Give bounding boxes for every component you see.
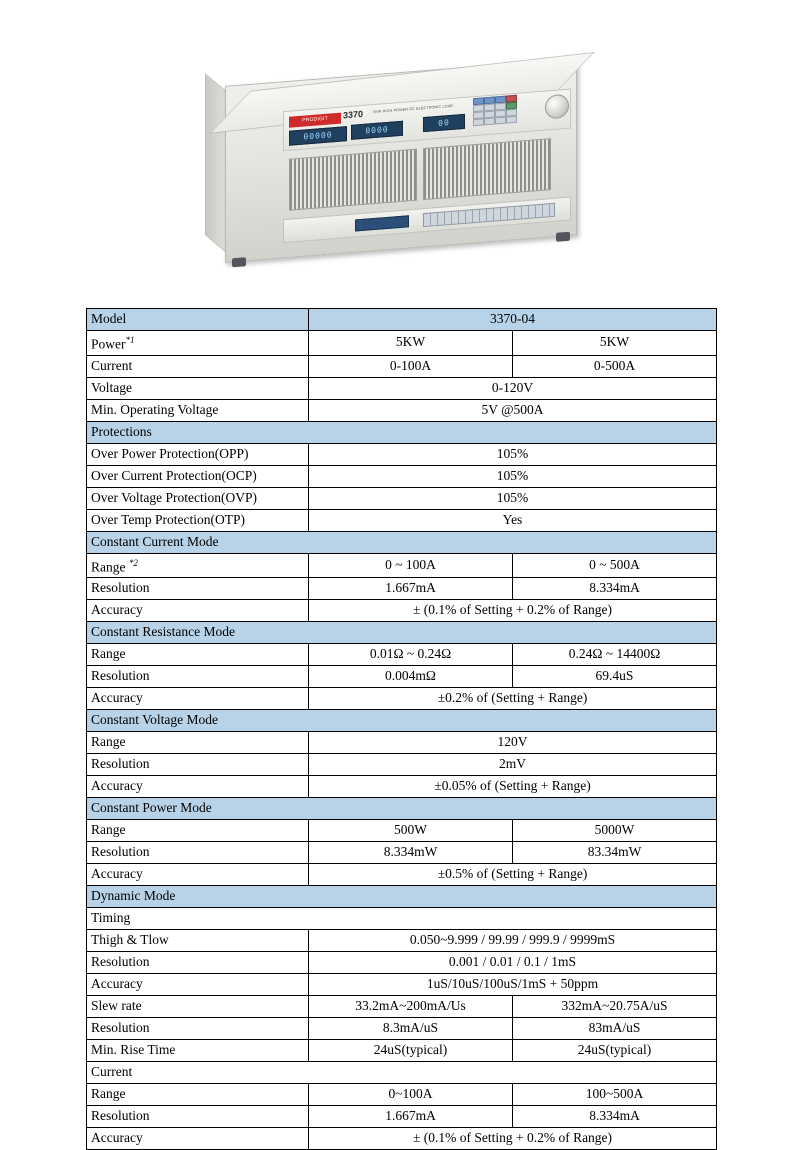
specification-table (86, 308, 717, 1150)
table-row (87, 1040, 717, 1062)
table-row (87, 710, 717, 732)
table-cell-value: 1uS/10uS/100uS/1mS + 50ppm (309, 974, 717, 996)
table-cell-label: Thigh & Tlow (87, 930, 309, 952)
table-row (87, 443, 717, 465)
table-cell-label: Current (87, 355, 309, 377)
table-cell-label: Accuracy (87, 974, 309, 996)
table-row (87, 952, 717, 974)
key-15 (495, 117, 506, 125)
table-cell-value: 8.334mA (513, 578, 717, 600)
table-row (87, 842, 717, 864)
table-cell-value: 0-100A (309, 355, 513, 377)
table-cell-label: Voltage (87, 377, 309, 399)
table-cell-label: Range (87, 644, 309, 666)
table-cell-label: Accuracy (87, 776, 309, 798)
table-cell-value: 105% (309, 487, 717, 509)
table-cell-value: 105% (309, 465, 717, 487)
table-cell-value: 5KW (513, 331, 717, 356)
key-13 (473, 118, 484, 126)
table-row (87, 531, 717, 553)
table-cell-label: Range $^{*2}$ (87, 553, 309, 578)
brand-logo: PRODIGIT (289, 113, 341, 128)
table-row (87, 1018, 717, 1040)
table-cell-label: Min. Rise Time (87, 1040, 309, 1062)
table-cell-value: 1.667mA (309, 578, 513, 600)
table-row (87, 377, 717, 399)
table-cell-label: Resolution (87, 1018, 309, 1040)
table-cell-value: ±0.05% of (Setting + Range) (309, 776, 717, 798)
table-row (87, 864, 717, 886)
table-cell-value: 105% (309, 443, 717, 465)
table-cell-label: Range (87, 1084, 309, 1106)
table-cell-label: Resolution (87, 952, 309, 974)
table-cell-label: Current (87, 1062, 717, 1084)
specification-table-body (87, 309, 717, 1150)
table-cell-label: Over Voltage Protection(OVP) (87, 487, 309, 509)
table-row (87, 1062, 717, 1084)
table-cell-label: Accuracy (87, 1128, 309, 1150)
specification-table-wrapper (86, 308, 717, 1150)
table-cell-value: 8.3mA/uS (309, 1018, 513, 1040)
table-cell-value: 0-120V (309, 377, 717, 399)
table-cell-value: 0 ~ 500A (513, 553, 717, 578)
table-row (87, 1128, 717, 1150)
table-row (87, 1106, 717, 1128)
table-cell-value: 120V (309, 732, 717, 754)
front-panel (227, 60, 572, 259)
table-cell-value: 33.2mA~200mA/Us (309, 996, 513, 1018)
key-16 (506, 116, 517, 124)
table-row (87, 465, 717, 487)
table-cell-label: Accuracy (87, 864, 309, 886)
table-cell-value: 1.667mA (309, 1106, 513, 1128)
table-cell-label: Accuracy (87, 688, 309, 710)
table-cell-value: 0.24Ω ~ 14400Ω (513, 644, 717, 666)
table-cell-label: Dynamic Mode (87, 886, 717, 908)
table-row (87, 688, 717, 710)
table-row (87, 487, 717, 509)
table-cell-value: 24uS(typical) (309, 1040, 513, 1062)
table-cell-value: ± (0.1% of Setting + 0.2% of Range) (309, 1128, 717, 1150)
footnote-marker: *1 (125, 335, 135, 345)
table-row (87, 930, 717, 952)
product-image-area (0, 0, 803, 282)
device-model-number: 3370 (343, 108, 364, 121)
table-cell-label: Range (87, 732, 309, 754)
table-cell-value: 3370-04 (309, 309, 717, 331)
table-cell-label: Resolution (87, 666, 309, 688)
table-cell-value: 8.334mA (513, 1106, 717, 1128)
table-cell-value: 5KW (309, 331, 513, 356)
table-cell-label: Range (87, 820, 309, 842)
display-power: 00 (423, 114, 465, 132)
table-cell-label: Min. Operating Voltage (87, 399, 309, 421)
table-cell-value: 0-500A (513, 355, 717, 377)
table-cell-label: Model (87, 309, 309, 331)
table-cell-value: 5000W (513, 820, 717, 842)
table-cell-value: 100~500A (513, 1084, 717, 1106)
table-cell-label: Resolution (87, 754, 309, 776)
display-current: 00000 (289, 126, 347, 146)
table-row (87, 820, 717, 842)
table-row (87, 996, 717, 1018)
table-cell-value: 332mA~20.75A/uS (513, 996, 717, 1018)
key-14 (484, 117, 495, 125)
table-row (87, 886, 717, 908)
table-cell-value: 500W (309, 820, 513, 842)
table-row (87, 578, 717, 600)
table-cell-value: 0.004mΩ (309, 666, 513, 688)
table-cell-label: Over Current Protection(OCP) (87, 465, 309, 487)
table-row (87, 399, 717, 421)
table-row (87, 355, 717, 377)
vent-right (423, 138, 551, 200)
table-row (87, 644, 717, 666)
product-photo (205, 62, 595, 260)
device-model-subtitle: 5KW HIGH POWER DC ELECTRONIC LOAD (373, 103, 454, 115)
table-cell-value: 0.001 / 0.01 / 0.1 / 1mS (309, 952, 717, 974)
table-cell-label: Protections (87, 421, 717, 443)
table-cell-label: Resolution (87, 578, 309, 600)
table-row (87, 509, 717, 531)
table-cell-label: Timing (87, 908, 717, 930)
table-cell-value: 83mA/uS (513, 1018, 717, 1040)
table-cell-value: 5V @500A (309, 399, 717, 421)
vent-left (289, 149, 417, 211)
table-cell-value: 2mV (309, 754, 717, 776)
table-cell-value: ± (0.1% of Setting + 0.2% of Range) (309, 600, 717, 622)
table-row (87, 622, 717, 644)
table-cell-label: Power$^{*1}$ (87, 331, 309, 356)
table-row (87, 732, 717, 754)
table-row (87, 666, 717, 688)
table-row (87, 908, 717, 930)
table-cell-value: Yes (309, 509, 717, 531)
table-row (87, 974, 717, 996)
display-voltage: 0000 (351, 121, 403, 140)
table-row (87, 553, 717, 578)
table-cell-label: Over Temp Protection(OTP) (87, 509, 309, 531)
table-cell-value: 0.01Ω ~ 0.24Ω (309, 644, 513, 666)
keypad (473, 95, 517, 132)
table-cell-label: Slew rate (87, 996, 309, 1018)
table-row (87, 331, 717, 356)
table-cell-value: 24uS(typical) (513, 1040, 717, 1062)
table-cell-label: Constant Power Mode (87, 798, 717, 820)
table-cell-label: Resolution (87, 842, 309, 864)
table-cell-value: 83.34mW (513, 842, 717, 864)
table-row (87, 1084, 717, 1106)
table-cell-label: Constant Voltage Mode (87, 710, 717, 732)
table-cell-value: 8.334mW (309, 842, 513, 864)
table-cell-label: Constant Current Mode (87, 531, 717, 553)
table-cell-value: 69.4uS (513, 666, 717, 688)
table-row (87, 776, 717, 798)
table-row (87, 754, 717, 776)
table-cell-label: Accuracy (87, 600, 309, 622)
table-cell-label: Over Power Protection(OPP) (87, 443, 309, 465)
table-cell-value: 0.050~9.999 / 99.99 / 999.9 / 9999mS (309, 930, 717, 952)
table-row (87, 421, 717, 443)
table-cell-label: Constant Resistance Mode (87, 622, 717, 644)
table-cell-value: 0~100A (309, 1084, 513, 1106)
table-cell-value: ±0.2% of (Setting + Range) (309, 688, 717, 710)
table-cell-value: ±0.5% of (Setting + Range) (309, 864, 717, 886)
table-row (87, 600, 717, 622)
table-cell-value: 0 ~ 100A (309, 553, 513, 578)
table-cell-label: Resolution (87, 1106, 309, 1128)
table-row (87, 798, 717, 820)
footnote-marker: *2 (128, 557, 138, 568)
table-row (87, 309, 717, 331)
